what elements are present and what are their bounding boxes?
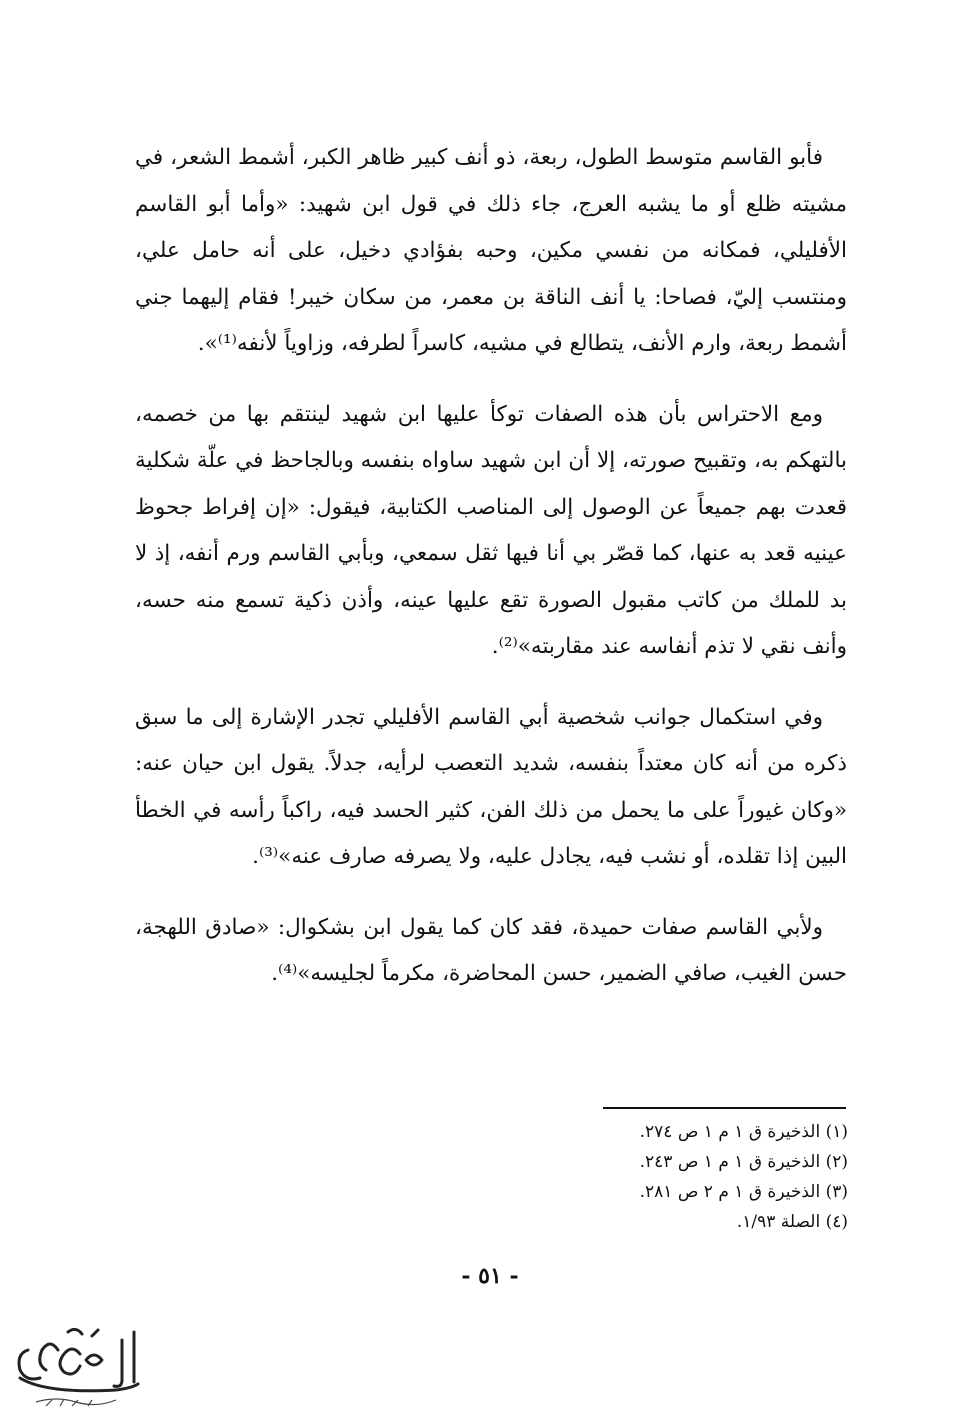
paragraph-2: ومع الاحتراس بأن هذه الصفات توكأ عليها ابن شهيد لينتقم بها من خصمه، بالتهكم به، وتقبيح صورته، إلا أن ابن شهيد ساواه بنفسه وبالجاحظ في علّة شكلية قعدت بهم جميعاً عن الوصول إلى المناصب الكتابية، فيقول: «إن إفراط جحوظ عينيه قعد به عنها، كما قصّر بي أنا فيها ثقل سمعي، وبأبي القاسم ورم أنفه، إذ لا بد للملك من كاتب مقبول الصورة تقع عليها عينه، وأذن ذكية تسمع منه حسه، وأنف نقي لا تذم أنفاسه عند مقاربته»⁽²⁾.: [135, 401, 847, 659]
footnote-3: (٣) الذخيرة ق ١ م ٢ ص ٢٨١.: [639, 1182, 848, 1202]
page-number: - ٥١ -: [461, 1263, 519, 1289]
footnote-2: (٢) الذخيرة ق ١ م ١ ص ٢٤٣.: [639, 1152, 848, 1172]
paragraph-4: ولأبي القاسم صفات حميدة، فقد كان كما يقول ابن بشكوال: «صادق اللهجة، حسن الغيب، صافي الضمير، حسن المحاضرة، مكرماً لجليسه»⁽⁴⁾.: [135, 914, 847, 986]
calligraphy-logo: [6, 1320, 146, 1412]
body-text: [135, 135, 847, 1022]
footnote-divider: [603, 1107, 846, 1109]
paragraph-3: وفي استكمال جوانب شخصية أبي القاسم الأفليلي تجدر الإشارة إلى ما سبق ذكره من أنه كان معتداً بنفسه، شديد التعصب لرأيه، جدلاً. يقول ابن حيان عنه: «وكان غيوراً على ما يحمل من ذلك الفن، كثير الحسد فيه، راكباً رأسه في الخطأ البين إذا تقلده، أو نشب فيه، يجادل عليه، ولا يصرفه صارف عنه»⁽³⁾.: [135, 704, 847, 869]
paragraph-1: فأبو القاسم متوسط الطول، ربعة، ذو أنف كبير ظاهر الكبر، أشمط الشعر، في مشيته ظلع أو ما يشبه العرج، جاء ذلك في قول ابن شهيد: «وأما أبو القاسم الأفليلي، فمكانه من نفسي مكين، وحبه بفؤادي دخيل، على أنه حامل علي، ومنتسب إليّ، فصاحا: يا أنف الناقة بن معمر، من سكان خيبر! فقام إليهما جني أشمط ربعة، وارم الأنف، يتطالع في مشيه، كاسراً لطرفه، وزاوياً لأنفه⁽¹⁾».: [135, 145, 847, 356]
footnote-4: (٤) الصلة ١/٩٣.: [736, 1212, 848, 1232]
footnotes: [560, 1117, 848, 1237]
footnote-1: (١) الذخيرة ق ١ م ١ ص ٢٧٤.: [639, 1122, 848, 1142]
